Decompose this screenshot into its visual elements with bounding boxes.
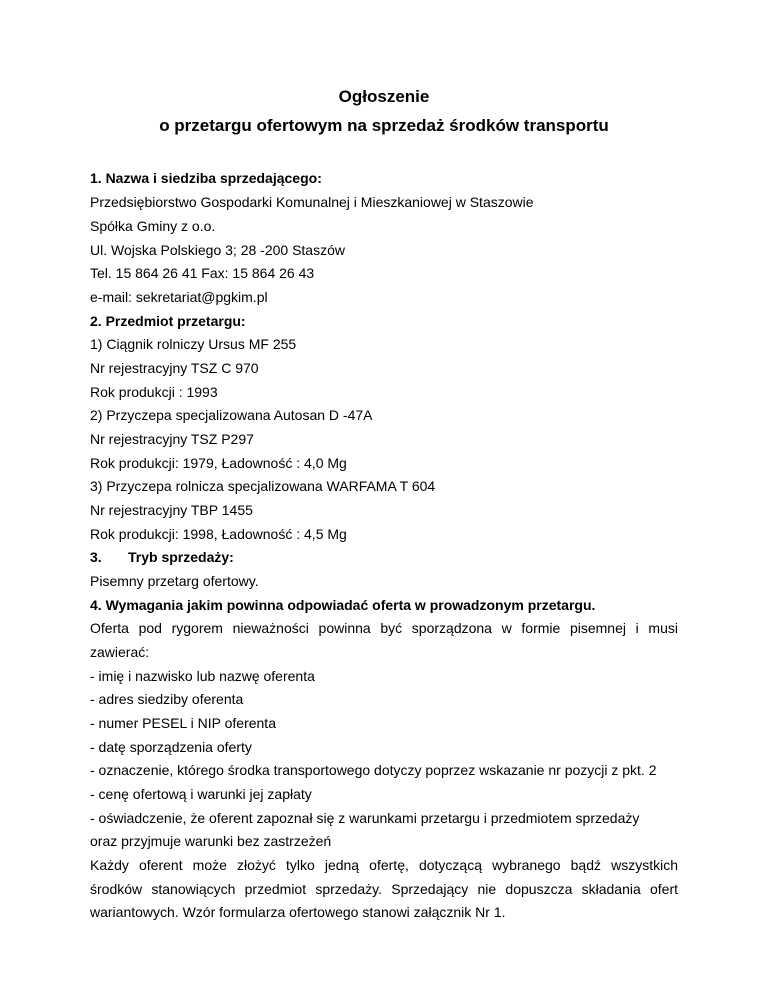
item-2-registration: Nr rejestracyjny TSZ P297: [90, 431, 254, 447]
item-2-name: 2) Przyczepa specjalizowana Autosan D -47A: [90, 407, 373, 423]
offer-requirements-intro-end: zawierać:: [90, 644, 150, 660]
item-3-year: Rok produkcji: 1998, Ładowność : 4,5 Mg: [90, 526, 347, 542]
section-3-number: 3.: [90, 549, 102, 565]
requirement-item: - imię i nazwisko lub nazwę oferenta: [90, 668, 315, 684]
requirement-item: - adres siedziby oferenta: [90, 691, 244, 707]
closing-paragraph-line-2: środków stanowiących przedmiot sprzedaży. Sprzedający nie dopuszcza składania ofert: [90, 881, 678, 897]
requirement-item: - numer PESEL i NIP oferenta: [90, 715, 276, 731]
item-3-name: 3) Przyczepa rolnicza specjalizowana WARFAMA T 604: [90, 478, 436, 494]
seller-address: Ul. Wojska Polskiego 3; 28 -200 Staszów: [90, 242, 345, 258]
item-1-name: 1) Ciągnik rolniczy Ursus MF 255: [90, 336, 297, 352]
offer-requirements-intro: Oferta pod rygorem nieważności powinna być sporządzona w formie pisemnej i musi: [90, 620, 678, 636]
document-subtitle: o przetargu ofertowym na sprzedaż środków transportu: [159, 116, 609, 135]
section-3-title: Tryb sprzedaży:: [128, 549, 234, 565]
seller-name: Przedsiębiorstwo Gospodarki Komunalnej i Mieszkaniowej w Staszowie: [90, 194, 534, 210]
requirement-item: - datę sporządzenia oferty: [90, 739, 252, 755]
item-2-year: Rok produkcji: 1979, Ładowność : 4,0 Mg: [90, 455, 347, 471]
item-1-year: Rok produkcji : 1993: [90, 384, 218, 400]
requirement-item: - oznaczenie, którego środka transportowego dotyczy poprzez wskazanie nr pozycji z pkt. 2: [90, 762, 657, 778]
document-title: Ogłoszenie: [338, 87, 430, 106]
section-4-header: 4. Wymagania jakim powinna odpowiadać oferta w prowadzonym przetargu.: [90, 597, 596, 613]
requirement-item-continuation: oraz przyjmuje warunki bez zastrzeżeń: [90, 833, 332, 849]
seller-phone: Tel. 15 864 26 41 Fax: 15 864 26 43: [90, 265, 315, 281]
section-1-header: 1. Nazwa i siedziba sprzedającego:: [90, 170, 322, 186]
sale-mode: Pisemny przetarg ofertowy.: [90, 573, 259, 589]
section-2-header: 2. Przedmiot przetargu:: [90, 313, 246, 329]
seller-company-form: Spółka Gminy z o.o.: [90, 218, 216, 234]
seller-email: e-mail: sekretariat@pgkim.pl: [90, 289, 268, 305]
closing-paragraph-line-1: Każdy oferent może złożyć tylko jedną ofertę, dotyczącą wybranego bądź wszystkich: [90, 857, 678, 873]
requirement-item: - cenę ofertową i warunki jej zapłaty: [90, 786, 312, 802]
closing-paragraph-line-3: wariantowych. Wzór formularza ofertowego stanowi załącznik Nr 1.: [90, 904, 506, 920]
item-3-registration: Nr rejestracyjny TBP 1455: [90, 502, 253, 518]
item-1-registration: Nr rejestracyjny TSZ C 970: [90, 360, 259, 376]
requirement-item: - oświadczenie, że oferent zapoznał się z warunkami przetargu i przedmiotem sprzedaży: [90, 810, 640, 826]
section-3-header: [90, 548, 234, 566]
